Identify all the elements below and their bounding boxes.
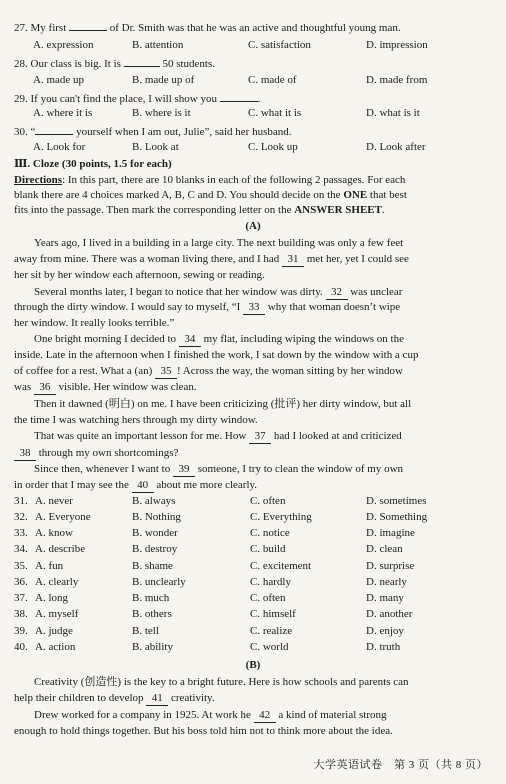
passage-line: of coffee for a rest. What a (an) 35 ! Across the way, the woman sitting by her window <box>14 365 403 377</box>
option-d[interactable]: D. another <box>366 608 413 620</box>
option-b[interactable]: B. destroy <box>132 543 178 555</box>
option-d[interactable]: D. enjoy <box>366 625 404 637</box>
option-a[interactable]: A. never <box>35 495 73 507</box>
option-d[interactable]: D. what is it <box>366 107 420 119</box>
option-a[interactable]: A. Everyone <box>35 511 91 523</box>
passage-a-label: (A) <box>245 220 261 232</box>
option-c[interactable]: C. hardly <box>250 576 291 588</box>
option-d[interactable]: D. imagine <box>366 527 415 539</box>
passage-b-label: (B) <box>245 659 261 671</box>
cloze-blank-35[interactable]: 35 <box>155 364 177 379</box>
cloze-blank-36[interactable]: 36 <box>34 380 56 395</box>
option-a[interactable]: A. myself <box>35 608 79 620</box>
question-30: 30. “ yourself when I am out, Julie”, said her husband. <box>14 126 292 138</box>
passage-line: in order that I may see the 40 about me more clearly. <box>14 479 258 491</box>
option-d[interactable]: D. made from <box>366 74 428 86</box>
option-b[interactable]: B. Look at <box>132 141 179 153</box>
option-a[interactable]: A. describe <box>35 543 86 555</box>
option-b[interactable]: B. much <box>132 592 170 604</box>
passage-line: the time I was watching hers through my dirty window. <box>14 414 258 426</box>
passage-line: enough to hold things together. But his boss told him not to think more about the idea. <box>14 725 393 737</box>
option-b[interactable]: B. shame <box>132 560 173 572</box>
question-28: 28. Our class is big. It is 50 students. <box>14 58 216 70</box>
option-a[interactable]: A. expression <box>33 39 94 51</box>
cloze-blank-34[interactable]: 34 <box>179 332 201 347</box>
cloze-blank-40[interactable]: 40 <box>132 478 154 493</box>
passage-line: help their children to develop 41 creativity. <box>14 692 215 704</box>
option-b[interactable]: B. Nothing <box>132 511 181 523</box>
option-c[interactable]: C. often <box>250 592 286 604</box>
option-a[interactable]: A. action <box>35 641 76 653</box>
cloze-blank-38[interactable]: 38 <box>14 446 36 461</box>
directions-label: Directions <box>14 174 63 186</box>
question-29: 29. If you can't find the place, I will show you . <box>14 93 261 105</box>
passage-line: Creativity (创造性) is the key to a bright future. Here is how schools and parents can <box>34 676 409 688</box>
option-b[interactable]: B. ability <box>132 641 173 653</box>
passage-line: inside. Late in the afternoon when I finished the work, I sat down by the window with a cup <box>14 349 419 361</box>
section-title: Ⅲ. Cloze (30 points, 1.5 for each) <box>14 158 172 170</box>
option-d[interactable]: D. truth <box>366 641 401 653</box>
option-d[interactable]: D. sometimes <box>366 495 427 507</box>
option-a[interactable]: A. made up <box>33 74 85 86</box>
answer-blank[interactable] <box>69 30 107 31</box>
passage-line: Since then, whenever I want to 39 someone, I try to clean the window of my own <box>34 463 404 475</box>
answer-blank[interactable] <box>35 134 73 135</box>
cloze-blank-39[interactable]: 39 <box>173 462 195 477</box>
directions-line: blank there are 4 choices marked A, B, C and D. You should decide on the ONE that best <box>14 189 407 201</box>
option-c[interactable]: C. satisfaction <box>248 39 311 51</box>
option-c[interactable]: C. excitement <box>250 560 312 572</box>
option-c[interactable]: C. what it is <box>248 107 302 119</box>
cloze-blank-32[interactable]: 32 <box>326 285 348 300</box>
option-d[interactable]: D. surprise <box>366 560 415 572</box>
option-a[interactable]: A. where it is <box>33 107 93 119</box>
option-c[interactable]: C. Look up <box>248 141 298 153</box>
passage-line: That was quite an important lesson for me. How 37 had I looked at and criticized <box>34 430 402 442</box>
option-c[interactable]: C. himself <box>250 608 296 620</box>
passage-line: One bright morning I decided to 34 my flat, including wiping the windows on the <box>34 333 404 345</box>
answer-blank[interactable] <box>124 66 160 67</box>
option-a[interactable]: A. Look for <box>33 141 86 153</box>
option-d[interactable]: D. Look after <box>366 141 426 153</box>
option-b[interactable]: B. tell <box>132 625 159 637</box>
directions: Directions: In this part, there are 10 blanks in each of the following 2 passages. For each <box>14 174 406 186</box>
option-a[interactable]: A. long <box>35 592 68 604</box>
option-d[interactable]: D. many <box>366 592 404 604</box>
passage-line: Several months later, I began to notice that her window was dirty. 32 was unclear <box>34 286 403 298</box>
option-d[interactable]: D. Something <box>366 511 428 523</box>
passage-line: her window. It really looks terrible.” <box>14 317 175 329</box>
option-d[interactable]: D. clean <box>366 543 403 555</box>
question-27: 27. My first of Dr. Smith was that he was an active and thoughtful young man. <box>14 22 401 34</box>
passage-line: Then it dawned (明白) on me. I have been criticizing (批评) her dirty window, but all <box>34 398 412 410</box>
passage-line: her sit by her window each afternoon, sewing or reading. <box>14 269 265 281</box>
option-d[interactable]: D. impression <box>366 39 428 51</box>
answer-blank[interactable] <box>220 101 258 102</box>
cloze-blank-37[interactable]: 37 <box>249 429 271 444</box>
passage-line: was 36 visible. Her window was clean. <box>14 381 197 393</box>
passage-line: Years ago, I lived in a building in a large city. The next building was only a few feet <box>34 237 404 249</box>
option-c[interactable]: C. made of <box>248 74 297 86</box>
option-b[interactable]: B. made up of <box>132 74 195 86</box>
option-b[interactable]: B. where is it <box>132 107 191 119</box>
cloze-blank-31[interactable]: 31 <box>282 252 304 267</box>
option-b[interactable]: B. always <box>132 495 176 507</box>
option-c[interactable]: C. world <box>250 641 289 653</box>
option-a[interactable]: A. fun <box>35 560 64 572</box>
option-b[interactable]: B. attention <box>132 39 184 51</box>
option-a[interactable]: A. clearly <box>35 576 79 588</box>
option-a[interactable]: A. know <box>35 527 73 539</box>
cloze-blank-33[interactable]: 33 <box>243 300 265 315</box>
option-b[interactable]: B. unclearly <box>132 576 186 588</box>
passage-line: away from mine. There was a woman living there, and I had 31 met her, yet I could see <box>14 253 409 265</box>
passage-line: through the dirty window. I would say to myself, “I 33 why that woman doesn’t wipe <box>14 301 401 313</box>
option-a[interactable]: A. judge <box>35 625 73 637</box>
option-d[interactable]: D. nearly <box>366 576 407 588</box>
option-c[interactable]: C. often <box>250 495 286 507</box>
passage-line: Drew worked for a company in 1925. At work he 42 a kind of material strong <box>34 709 387 721</box>
option-c[interactable]: C. build <box>250 543 286 555</box>
option-c[interactable]: C. realize <box>250 625 293 637</box>
option-c[interactable]: C. notice <box>250 527 290 539</box>
exam-page: 27. My first of Dr. Smith was that he was an active and thoughtful young man. A. expression B. attention C. satisfaction D. impression 28. Our class is big. It is 50 students. A. made up B. made up of C. made of D. made from 29. If you can't find the place, I will show you . A. where it is B. where is it C. what it is D. what is it 30. “ yourself when I am out, Julie”, said her husband. A. Look for B. Look at C. Look up D. Look after Ⅲ. Cloze (30 points, 1.5 for each) Directions: In this part, there are 10 blanks in each of the following 2 passages. For each blank there are 4 choices marked A, B, C and D. You should decide on the ONE that best fits into the passage. Then mark the corresponding letter on the ANSWER SHEET. (A) Years ago, I lived in a building in a large city. The next building was only a few feet away from mine. There was a woman living there, and I had 31 met her, yet I could see her sit by her window each afternoon, sewing or reading. Several months later, I began to notice that her window was dirty. 32 was unclear through the dirty window. I would say to myself, “I 33 why that woman doesn’t wipe her window. It really looks terrible.” One bright morning I decided to 34 my flat, including wiping the windows on the inside. Late in the afternoon when I finished the work, I sat down by the window with a cup of coffee for a rest. What a (an) 35 ! Across the way, the woman sitting by her window was 36 visible. Her window was clean. Then it dawned (明白) on me. I have been criticizing (批评) her dirty window, but all the time I was watching hers through my dirty window. That was quite an important lesson for me. How 37 had I looked at and criticized 38 through my own shortcomings? Since then, whenever I want to 39 someone, I try to clean the window of my own in order that I may see the 40 about me more clearly. 31. A. never B. always C. often D. sometimes 32. A. Everyone B. Nothing C. Everything D. Something 33. A. know B. wonder C. notice D. imagine 34. A. describe B. destroy C. build D. clean 35. A. fun B. shame C. excitement D. surprise 36. A. clearly B. unclearly C. hardly D. nearly 37. A. long B. much C. often D. many 38. A. myself B. others C. himself D. another 39. A. judge B. tell C. realize D. enjoy 40. A. action B. ability C. world D. truth (B) Creativity (创造性) is the key to a bright future. Here is how schools and parents can help their children to develop 41 creativity. Drew worked for a company in 1925. At work he 42 a kind of material strong enough to hold things together. But his boss told him not to think more about the idea. 大学英语试卷 第 3 页（共 8 页） <box>0 0 506 784</box>
passage-line: 38 through my own shortcomings? <box>14 446 178 461</box>
page-footer: 大学英语试卷 第 3 页（共 8 页） <box>313 759 488 771</box>
cloze-blank-42[interactable]: 42 <box>254 708 276 723</box>
option-b[interactable]: B. wonder <box>132 527 178 539</box>
cloze-blank-41[interactable]: 41 <box>146 691 168 706</box>
directions-line: fits into the passage. Then mark the corresponding letter on the ANSWER SHEET. <box>14 204 385 216</box>
option-b[interactable]: B. others <box>132 608 172 620</box>
option-c[interactable]: C. Everything <box>250 511 312 523</box>
